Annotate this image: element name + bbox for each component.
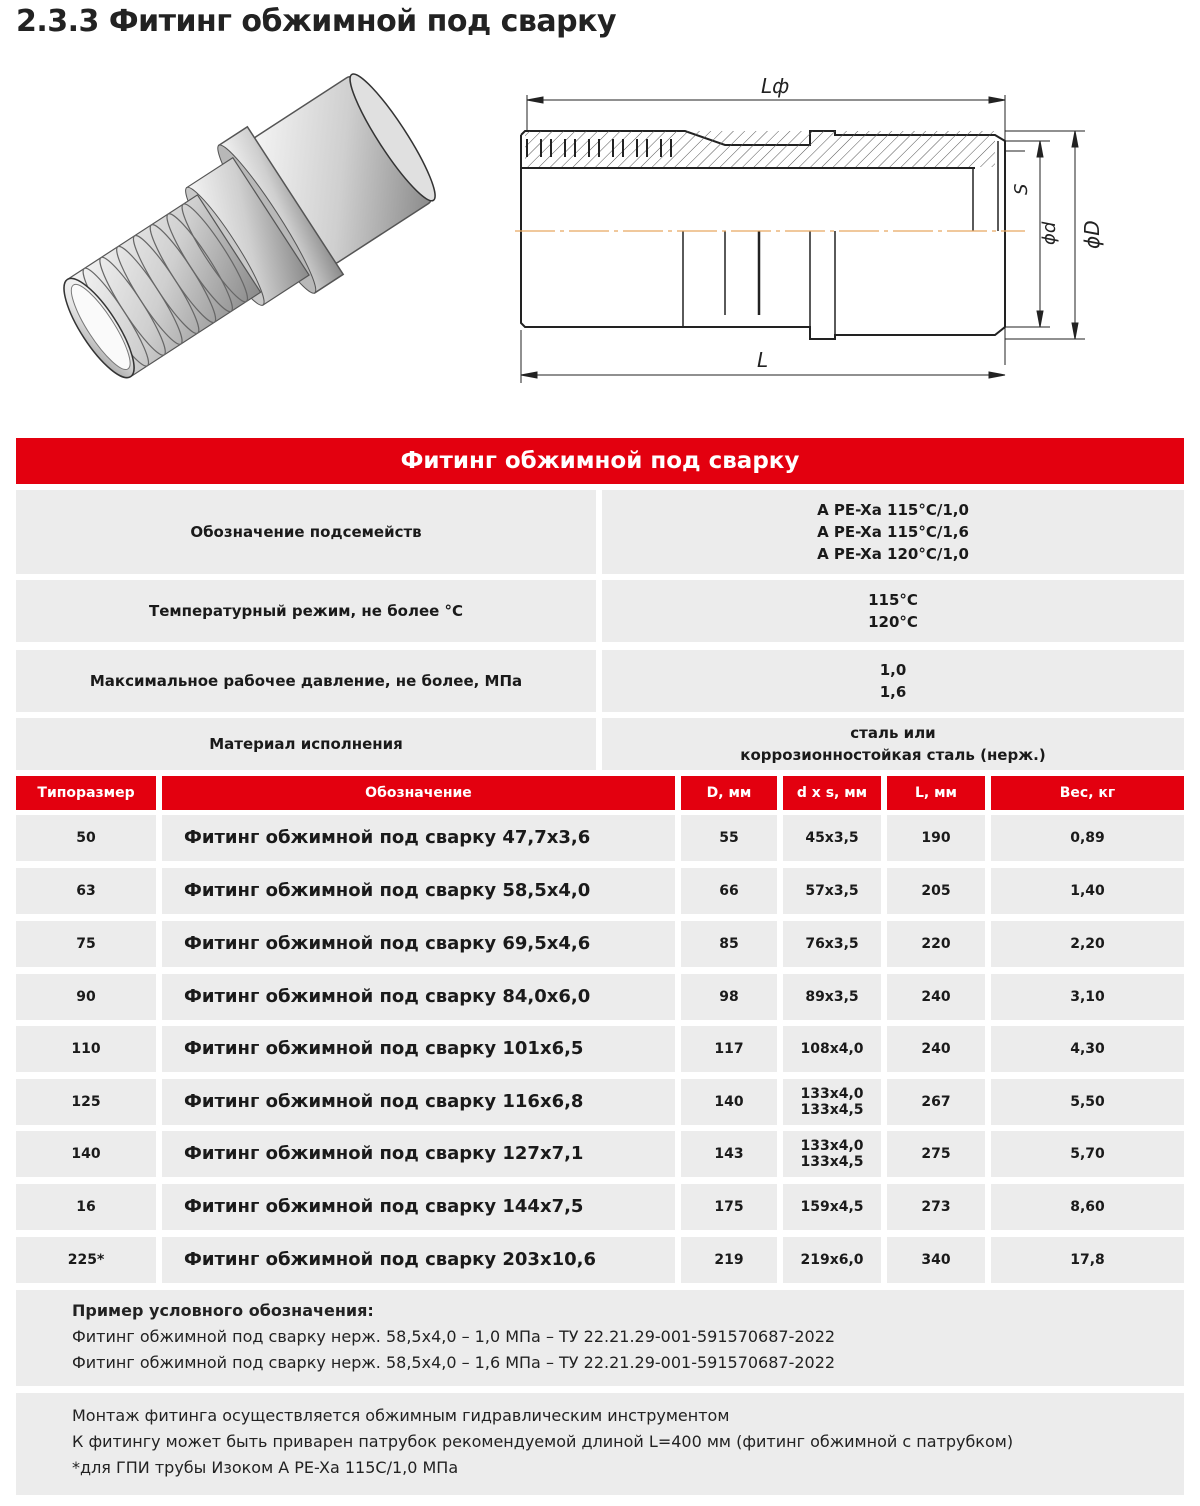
example-title: Пример условного обозначения: [72, 1301, 374, 1320]
cell-L: 205 [887, 868, 985, 914]
cell-weight: 3,10 [991, 974, 1184, 1020]
dim-label-d: ϕd [1039, 221, 1060, 245]
cell-dxs [783, 921, 881, 967]
dxs-value: 219х6,0 [800, 1252, 864, 1268]
cell-D: 175 [681, 1184, 777, 1230]
section-banner: Фитинг обжимной под сварку [16, 438, 1184, 484]
dxs-value: 89х3,5 [805, 989, 859, 1005]
property-row-temperature [16, 580, 1184, 642]
dxs-value: 45х3,5 [805, 830, 859, 846]
cell-name: Фитинг обжимной под сварку 116х6,8 [162, 1079, 675, 1125]
cell-weight: 4,30 [991, 1026, 1184, 1072]
value-line: A PE-Xa 115°C/1,6 [817, 523, 969, 541]
table-row [16, 1026, 1184, 1072]
cell-size: 50 [16, 815, 156, 861]
cell-size: 63 [16, 868, 156, 914]
cell-dxs [783, 1026, 881, 1072]
column-header-name: Обозначение [162, 776, 675, 810]
page-title: 2.3.3 Фитинг обжимной под сварку [16, 4, 617, 39]
property-label: Максимальное рабочее давление, не более, МПа [16, 650, 596, 712]
value-line: A PE-Xa 115°C/1,0 [817, 501, 969, 519]
cell-weight: 1,40 [991, 868, 1184, 914]
property-row-subfamilies [16, 490, 1184, 574]
cell-name: Фитинг обжимной под сварку 58,5х4,0 [162, 868, 675, 914]
property-label: Материал исполнения [16, 718, 596, 770]
cell-size: 75 [16, 921, 156, 967]
value-line: 120°С [868, 613, 918, 631]
designation-example-box [16, 1290, 1184, 1386]
dim-label-s: S [1011, 183, 1032, 195]
dxs-value: 57х3,5 [805, 883, 859, 899]
column-header-L: L, мм [887, 776, 985, 810]
cell-D: 85 [681, 921, 777, 967]
column-header-dxs: d x s, мм [783, 776, 881, 810]
value-line: 1,6 [879, 683, 907, 701]
cell-size: 125 [16, 1079, 156, 1125]
fitting-3d-render [30, 60, 470, 400]
table-header [16, 776, 1184, 810]
cell-dxs [783, 815, 881, 861]
cell-D: 140 [681, 1079, 777, 1125]
property-value [602, 718, 1184, 770]
table-row [16, 921, 1184, 967]
cell-D: 117 [681, 1026, 777, 1072]
dxs-value: 159х4,5 [800, 1199, 864, 1215]
cell-name: Фитинг обжимной под сварку 84,0х6,0 [162, 974, 675, 1020]
table-row [16, 1131, 1184, 1177]
cell-weight: 2,20 [991, 921, 1184, 967]
value-line: коррозионностойкая сталь (нерж.) [740, 746, 1046, 764]
column-header-D: D, мм [681, 776, 777, 810]
dim-label-lphi: Lф [761, 74, 790, 98]
cell-L: 190 [887, 815, 985, 861]
cell-D: 66 [681, 868, 777, 914]
cell-name: Фитинг обжимной под сварку 144х7,5 [162, 1184, 675, 1230]
property-label: Температурный режим, не более °С [16, 580, 596, 642]
note-line: *для ГПИ трубы Изоком А PE-Xa 115С/1,0 МПа [72, 1458, 459, 1477]
property-label: Обозначение подсемейств [16, 490, 596, 574]
property-value [602, 580, 1184, 642]
table-row [16, 868, 1184, 914]
cell-weight: 0,89 [991, 815, 1184, 861]
cell-weight: 17,8 [991, 1237, 1184, 1283]
cell-dxs [783, 1079, 881, 1125]
column-header-size: Типоразмер [16, 776, 156, 810]
cell-dxs [783, 868, 881, 914]
cell-L: 340 [887, 1237, 985, 1283]
cell-name: Фитинг обжимной под сварку 127х7,1 [162, 1131, 675, 1177]
cell-dxs [783, 974, 881, 1020]
cell-name: Фитинг обжимной под сварку 47,7х3,6 [162, 815, 675, 861]
dxs-value: 108х4,0 [800, 1041, 864, 1057]
cell-weight: 5,70 [991, 1131, 1184, 1177]
cell-weight: 8,60 [991, 1184, 1184, 1230]
cell-dxs [783, 1131, 881, 1177]
cell-D: 98 [681, 974, 777, 1020]
table-row [16, 1079, 1184, 1125]
table-row [16, 1237, 1184, 1283]
cell-L: 240 [887, 974, 985, 1020]
property-row-material [16, 718, 1184, 770]
property-value [602, 490, 1184, 574]
cell-size: 16 [16, 1184, 156, 1230]
table-row [16, 974, 1184, 1020]
cell-size: 140 [16, 1131, 156, 1177]
dim-label-l: L [757, 348, 769, 372]
column-header-weight: Вес, кг [991, 776, 1184, 810]
value-line: A PE-Xa 120°C/1,0 [817, 545, 969, 563]
property-row-pressure [16, 650, 1184, 712]
cell-D: 55 [681, 815, 777, 861]
cell-size: 225* [16, 1237, 156, 1283]
note-line: К фитингу может быть приварен патрубок рекомендуемой длиной L=400 мм (фитинг обжимной с патрубком) [72, 1432, 1014, 1451]
cell-size: 90 [16, 974, 156, 1020]
dxs-value: 133х4,5 [800, 1154, 864, 1170]
value-line: 115°С [868, 591, 918, 609]
note-line: Монтаж фитинга осуществляется обжимным гидравлическим инструментом [72, 1406, 730, 1425]
dxs-value: 133х4,5 [800, 1102, 864, 1118]
cell-D: 219 [681, 1237, 777, 1283]
dxs-value: 76х3,5 [805, 936, 859, 952]
fitting-technical-drawing [505, 65, 1135, 395]
example-line: Фитинг обжимной под сварку нерж. 58,5х4,0 – 1,0 МПа – ТУ 22.21.29-001-591570687-2022 [72, 1327, 836, 1346]
property-value [602, 650, 1184, 712]
table-row [16, 815, 1184, 861]
dxs-value: 133х4,0 [800, 1086, 864, 1102]
cell-L: 220 [887, 921, 985, 967]
value-line: сталь или [850, 724, 936, 742]
cell-name: Фитинг обжимной под сварку 69,5х4,6 [162, 921, 675, 967]
cell-dxs [783, 1184, 881, 1230]
cell-name: Фитинг обжимной под сварку 203х10,6 [162, 1237, 675, 1283]
cell-D: 143 [681, 1131, 777, 1177]
dim-label-D: ϕD [1080, 220, 1104, 249]
cell-L: 267 [887, 1079, 985, 1125]
cell-weight: 5,50 [991, 1079, 1184, 1125]
cell-L: 275 [887, 1131, 985, 1177]
dxs-value: 133х4,0 [800, 1138, 864, 1154]
cell-name: Фитинг обжимной под сварку 101х6,5 [162, 1026, 675, 1072]
cell-L: 273 [887, 1184, 985, 1230]
table-row [16, 1184, 1184, 1230]
cell-dxs [783, 1237, 881, 1283]
value-line: 1,0 [879, 661, 907, 679]
cell-size: 110 [16, 1026, 156, 1072]
installation-notes-box [16, 1393, 1184, 1495]
cell-L: 240 [887, 1026, 985, 1072]
example-line: Фитинг обжимной под сварку нерж. 58,5х4,0 – 1,6 МПа – ТУ 22.21.29-001-591570687-2022 [72, 1353, 836, 1372]
